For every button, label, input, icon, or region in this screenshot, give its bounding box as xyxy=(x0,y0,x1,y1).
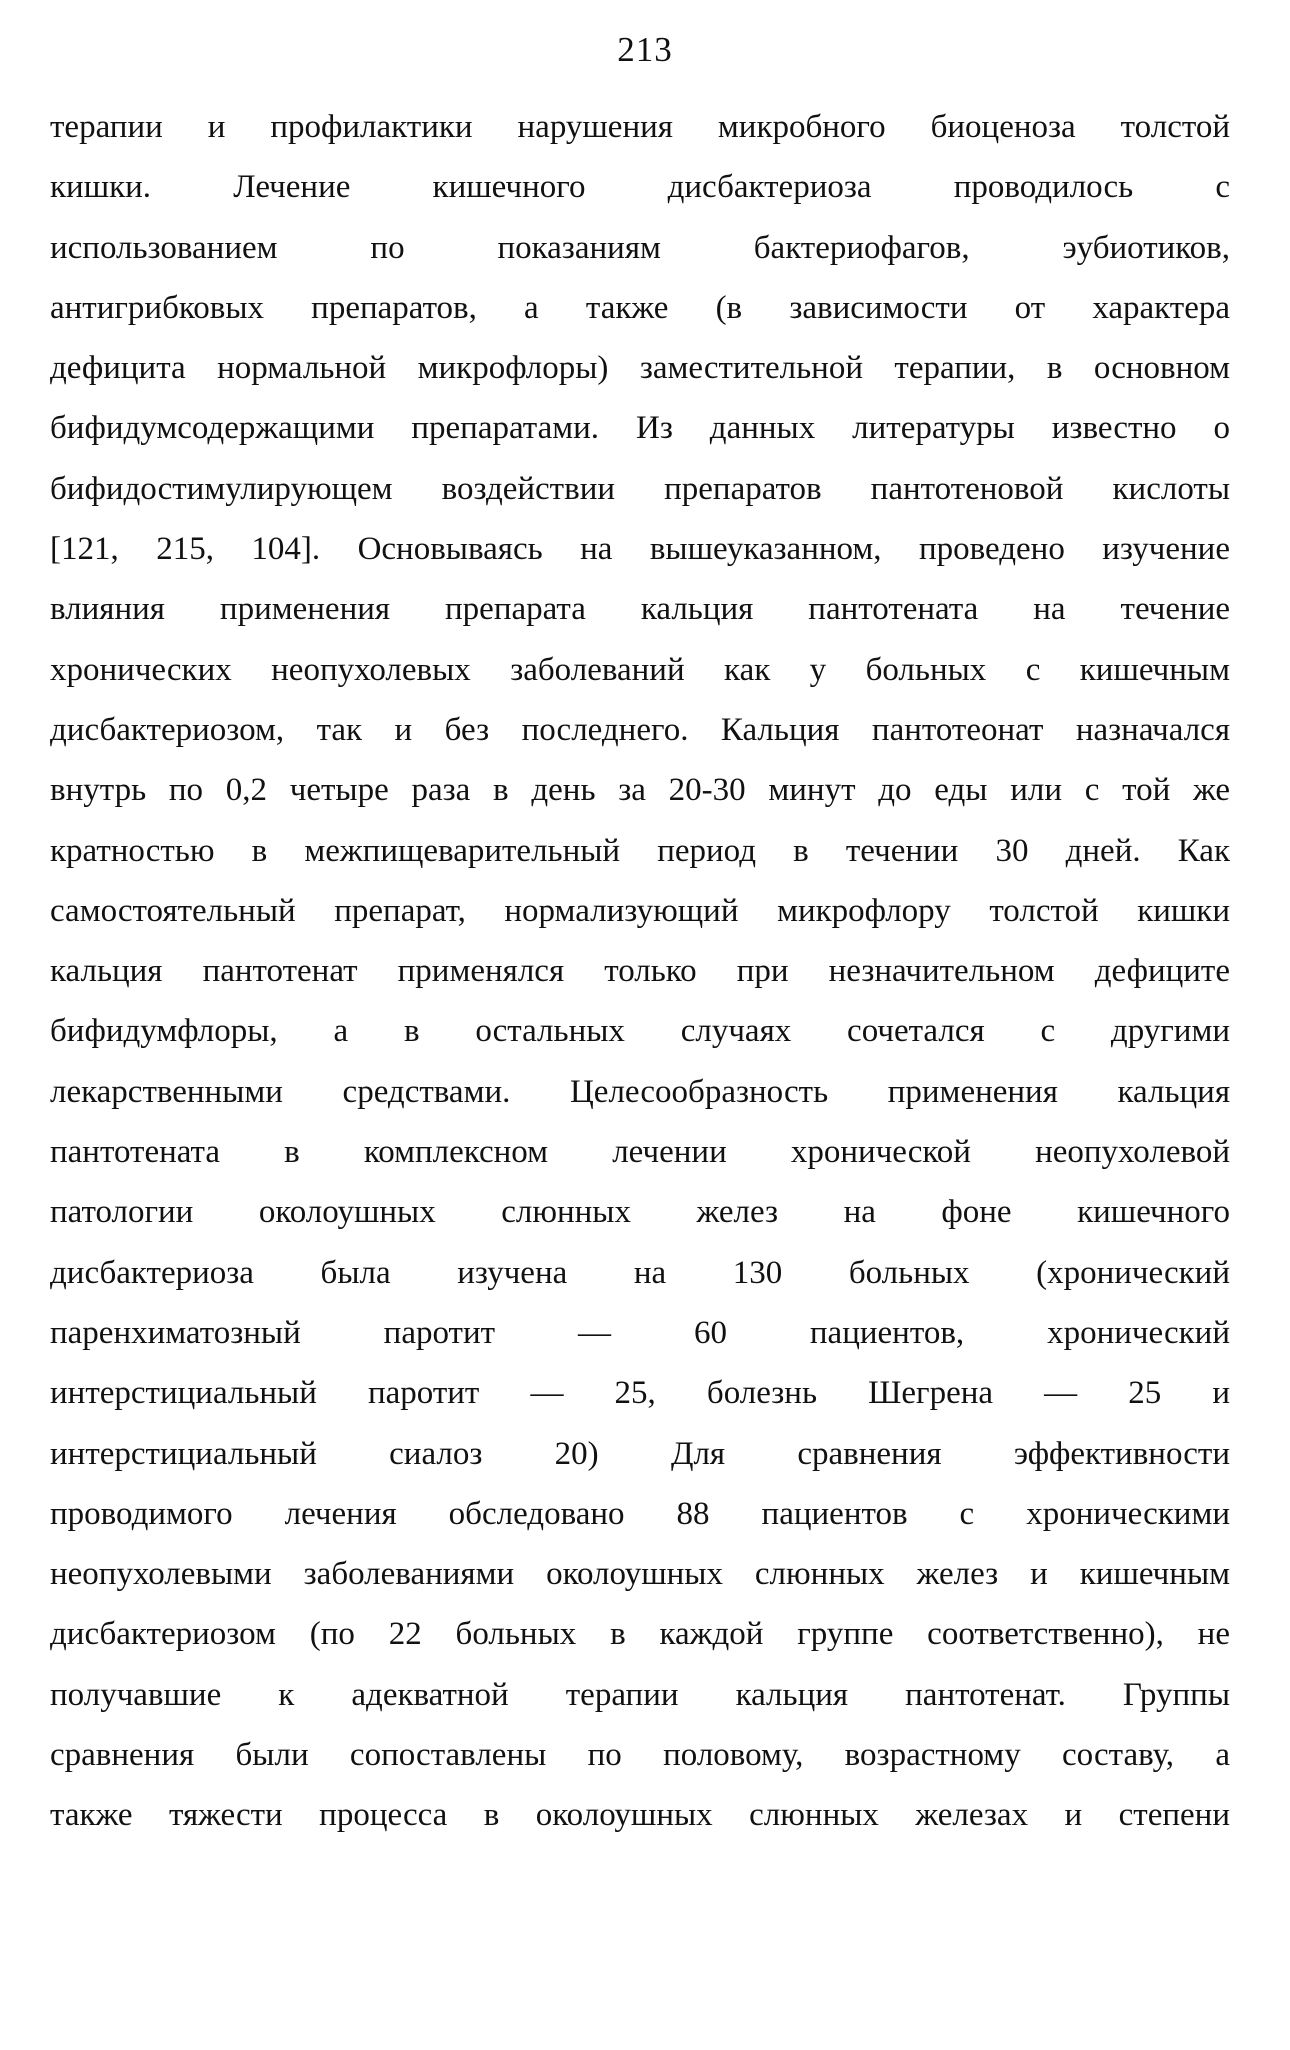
text-line: терапии и профилактики нарушения микробного биоценоза толстой xyxy=(50,109,1230,145)
text-line: проводимого лечения обследовано 88 пациентов с хроническими xyxy=(50,1495,1230,1532)
text-line: хронических неопухолевых заболеваний как у больных с кишечным xyxy=(50,651,1230,688)
text-line: бифидумсодержащими препаратами. Из данных литературы известно о xyxy=(50,410,1230,447)
text-line: [121, 215, 104]. Основываясь на вышеуказанном, проведено изучение xyxy=(50,531,1230,568)
text-line: дисбактериозом, так и без последнего. Кальция пантотеонат назначался xyxy=(50,711,1230,748)
text-line: кишки. Лечение кишечного дисбактериоза проводилось с xyxy=(50,169,1230,206)
text-line: неопухолевыми заболеваниями околоушных слюнных желез и кишечным xyxy=(50,1556,1230,1593)
text-line: кальция пантотенат применялся только при незначительном дефиците xyxy=(50,953,1230,990)
text-line: лекарственными средствами. Целесообразность применения кальция xyxy=(50,1073,1230,1110)
text-line: бифидумфлоры, а в остальных случаях сочетался с другими xyxy=(50,1013,1230,1050)
body-paragraph xyxy=(50,97,1230,1846)
text-line: дисбактериоза была изучена на 130 больных (хронический xyxy=(50,1254,1230,1291)
text-line: бифидостимулирующем воздействии препаратов пантотеновой кислоты xyxy=(50,470,1230,507)
text-line: самостоятельный препарат, нормализующий микрофлору толстой кишки xyxy=(50,892,1230,929)
text-line: антигрибковых препаратов, а также (в зависимости от характера xyxy=(50,289,1230,326)
text-line: сравнения были сопоставлены по половому, возрастному составу, а xyxy=(50,1737,1230,1774)
text-line: кратностью в межпищеварительный период в течении 30 дней. Как xyxy=(50,832,1230,869)
text-line: влияния применения препарата кальция пантотената на течение xyxy=(50,591,1230,628)
text-line: дефицита нормальной микрофлоры) заместительной терапии, в основном xyxy=(50,350,1230,387)
text-line: также тяжести процесса в околоушных слюнных железах и степени xyxy=(50,1797,1230,1834)
text-line: внутрь по 0,2 четыре раза в день за 20-30 минут до еды или с той же xyxy=(50,772,1230,809)
text-line: дисбактериозом (по 22 больных в каждой группе соответственно), не xyxy=(50,1616,1230,1653)
text-line: интерстициальный паротит — 25, болезнь Шегрена — 25 и xyxy=(50,1375,1230,1412)
text-line: получавшие к адекватной терапии кальция пантотенат. Группы xyxy=(50,1676,1230,1713)
text-line: использованием по показаниям бактериофагов, эубиотиков, xyxy=(50,229,1230,266)
page-number: 213 xyxy=(617,30,673,69)
text-line: пантотената в комплексном лечении хронической неопухолевой xyxy=(50,1134,1230,1171)
text-line: интерстициальный сиалоз 20) Для сравнения эффективности xyxy=(50,1435,1230,1472)
text-line: паренхиматозный паротит — 60 пациентов, хронический xyxy=(50,1314,1230,1351)
text-line: патологии околоушных слюнных желез на фоне кишечного xyxy=(50,1194,1230,1231)
